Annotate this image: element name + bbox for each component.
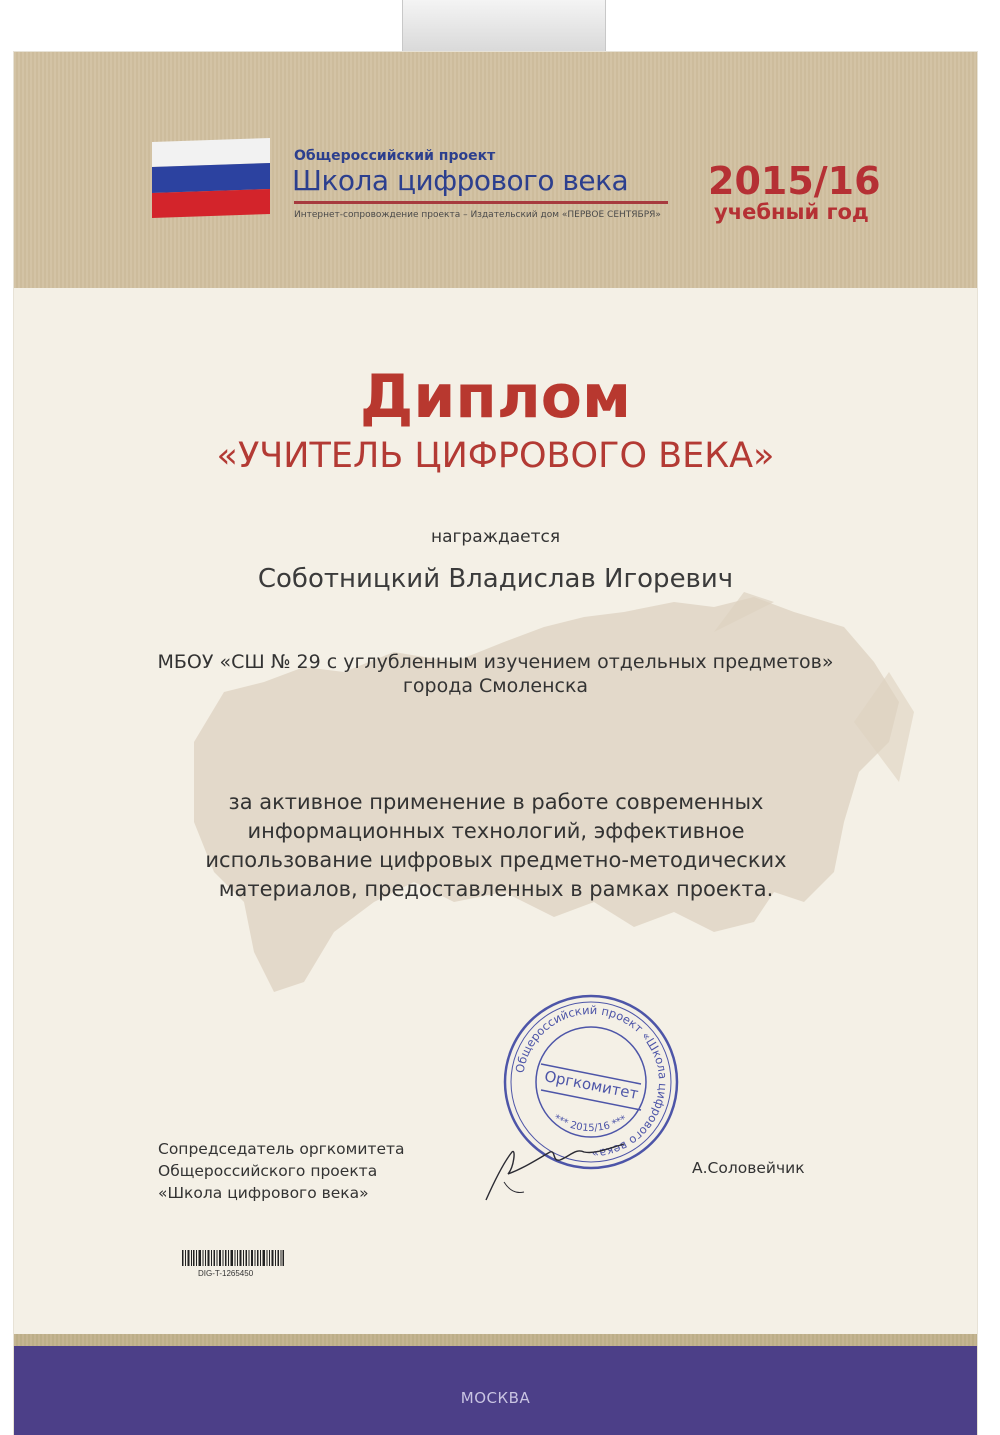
project-name: Школа цифрового века	[292, 164, 629, 197]
stamp-center-text: Оргкомитет	[542, 1067, 640, 1103]
position-line: Общероссийского проекта	[158, 1162, 378, 1180]
signer-position	[158, 1138, 405, 1204]
footer-city: МОСКВА	[460, 1389, 531, 1407]
header-rule	[294, 201, 668, 204]
school-year-label: учебный год	[714, 200, 869, 224]
awarded-label: награждается	[430, 527, 561, 547]
reason-line: за активное применение в работе современных	[228, 790, 764, 814]
position-line: Сопредседатель оргкомитета	[158, 1140, 405, 1158]
diploma-subtitle: «УЧИТЕЛЬ ЦИФРОВОГО ВЕКА»	[216, 436, 775, 476]
diploma-sheet	[14, 52, 977, 1435]
paper-clip	[402, 0, 606, 53]
header-band	[14, 52, 977, 288]
school-year: 2015/16	[708, 159, 881, 203]
school-block	[14, 650, 977, 698]
signer-name: А.Соловейчик	[692, 1159, 805, 1177]
barcode-icon	[182, 1250, 284, 1266]
school-line: города Смоленска	[402, 675, 589, 697]
diploma-title: Диплом	[359, 362, 632, 432]
stamp-ring-text: Общероссийский проект «Школа цифрового века»	[512, 1002, 671, 1162]
position-line: «Школа цифрового века»	[158, 1184, 369, 1202]
school-line: МБОУ «СШ № 29 с углубленным изучением отдельных предметов»	[157, 651, 834, 673]
reason-line: использование цифровых предметно-методических	[205, 848, 787, 872]
project-note: Интернет-сопровождение проекта – Издательский дом «ПЕРВОЕ СЕНТЯБРЯ»	[294, 210, 661, 220]
barcode-number: DIG-T-1265450	[198, 1269, 254, 1278]
footer-stripe	[14, 1334, 977, 1346]
award-reason	[126, 788, 866, 904]
reason-line: информационных технологий, эффективное	[247, 819, 745, 843]
reason-line: материалов, предоставленных в рамках проекта.	[218, 877, 774, 901]
recipient-name: Соботницкий Владислав Игоревич	[257, 564, 734, 594]
russian-flag-icon	[152, 138, 270, 218]
stamp-bottom-text: *** 2015/16 ***	[551, 1112, 629, 1135]
project-label: Общероссийский проект	[294, 148, 496, 164]
handwritten-signature	[464, 1112, 644, 1212]
